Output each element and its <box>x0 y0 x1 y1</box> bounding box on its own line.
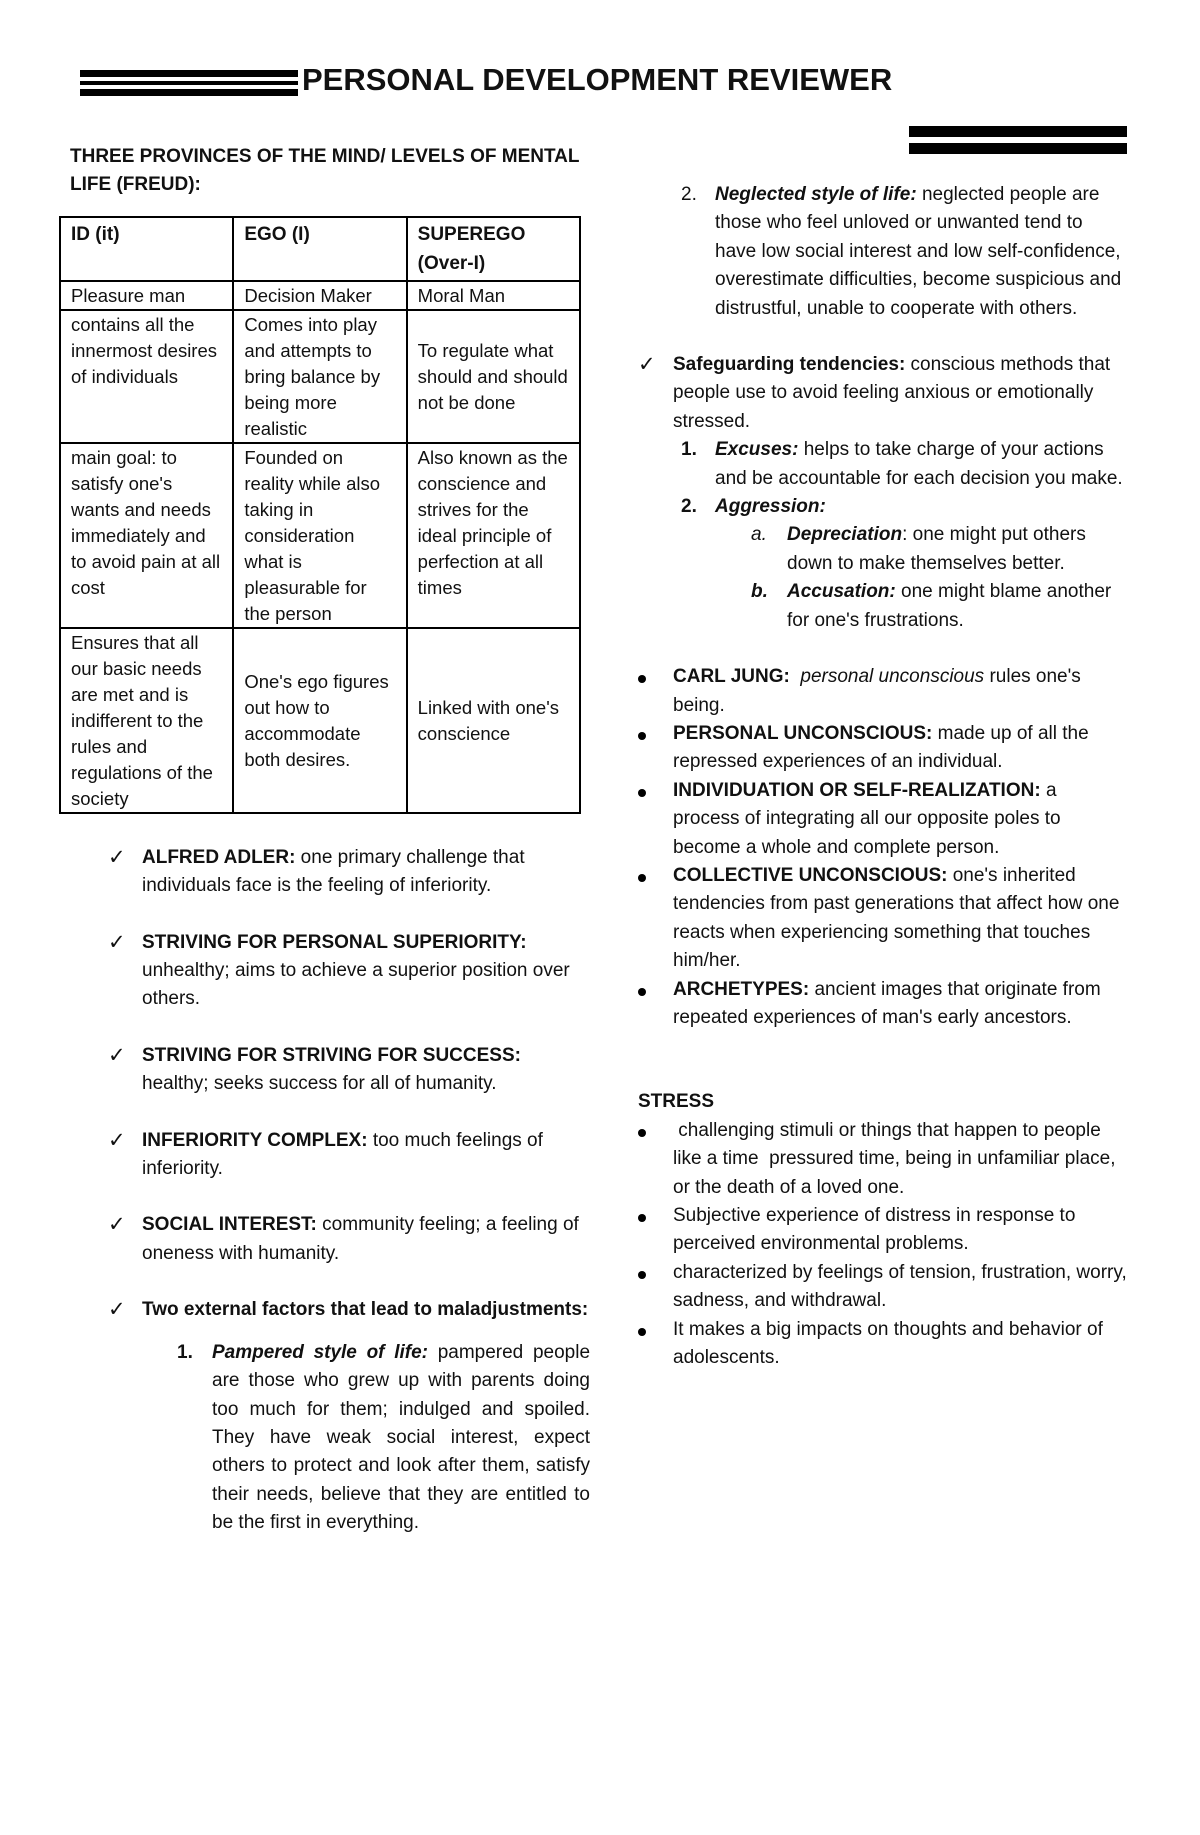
title-right-bars <box>909 126 1127 154</box>
item-text: a process of integrating all our opposite poles to become a whole and complete person. <box>673 779 1061 858</box>
bullet-icon <box>638 1214 646 1222</box>
factors-list-continued <box>575 181 1128 323</box>
list-item <box>603 1202 1128 1259</box>
list-item <box>575 436 1128 493</box>
item-term: STRIVING FOR STRIVING FOR SUCCESS: <box>142 1044 521 1066</box>
item-text: one primary challenge that individuals face is the feeling of inferiority. <box>142 846 525 897</box>
table-cell: Pleasure man <box>60 281 233 310</box>
item-text: rules one's being. <box>673 666 1081 716</box>
item-term: COLLECTIVE UNCONSCIOUS: <box>673 864 948 886</box>
list-item <box>70 1339 590 1538</box>
table-cell: Also known as the conscience and strives for the ideal principle of perfection at all times <box>407 443 580 628</box>
item-text: characterized by feelings of tension, frustration, worry, sadness, and withdrawal. <box>673 1261 1127 1312</box>
list-item <box>603 1316 1128 1373</box>
list-item <box>603 351 1128 436</box>
item-text: conscious methods that people use to avoid feeling anxious or emotionally stressed. <box>673 354 1111 432</box>
item-term: Neglected style of life: <box>715 184 917 205</box>
table-cell: Decision Maker <box>233 281 406 310</box>
table-cell: Linked with one's conscience <box>407 628 580 813</box>
checkmark-icon: ✓ <box>108 1128 126 1152</box>
item-term: ARCHETYPES: <box>673 978 810 1000</box>
bullet-icon <box>638 1328 646 1336</box>
item-number: 2. <box>681 184 697 205</box>
item-text: healthy; seeks success for all of humanity. <box>142 1073 497 1095</box>
table-cell: Comes into play and attempts to bring balance by being more realistic <box>233 310 406 443</box>
item-text: Subjective experience of distress in response to perceived environmental problems. <box>673 1205 1076 1255</box>
bullet-icon <box>638 675 646 683</box>
item-term: INFERIORITY COMPLEX: <box>142 1129 368 1151</box>
item-letter: a. <box>751 524 767 546</box>
right-column <box>638 181 1128 1372</box>
item-text: : one might put others down to make themselves better. <box>787 524 1086 574</box>
table-row <box>60 310 580 443</box>
list-item <box>575 521 1128 578</box>
bullet-icon <box>638 1129 646 1137</box>
item-term: PERSONAL UNCONSCIOUS: <box>673 722 933 744</box>
checkmark-icon: ✓ <box>108 845 126 869</box>
checkmark-icon: ✓ <box>638 353 656 377</box>
table-header-cell: SUPEREGO (Over-I) <box>407 217 580 281</box>
page-title: PERSONAL DEVELOPMENT REVIEWER <box>302 62 893 97</box>
table-cell: main goal: to satisfy one's wants and needs immediately and to avoid pain at all cost <box>60 443 233 628</box>
stress-list <box>603 1117 1128 1373</box>
item-letter: b. <box>751 581 768 603</box>
table-cell: Moral Man <box>407 281 580 310</box>
checkmark-icon: ✓ <box>108 1213 126 1237</box>
bullet-icon <box>638 1271 646 1279</box>
list-item <box>575 181 1128 323</box>
item-text: neglected people are those who feel unloved or unwanted tend to have low social interest and low self-confidence, overestimate difficulties, become suspicious and distrustful, unable to cooperate with others. <box>715 184 1122 319</box>
safeguard-list <box>603 351 1128 436</box>
safeguard-sublist <box>575 436 1128 521</box>
title-left-bars <box>80 70 298 96</box>
item-text: community feeling; a feeling of oneness with humanity. <box>142 1214 579 1264</box>
factors-heading: Two external factors that lead to maladjustments: <box>142 1299 589 1321</box>
item-text: one might blame another for one's frustrations. <box>787 581 1112 631</box>
item-italic: personal unconscious <box>800 666 985 688</box>
list-item <box>70 844 590 901</box>
item-term: Excuses: <box>715 439 799 461</box>
table-cell: To regulate what should and should not be done <box>407 310 580 443</box>
item-number: 1. <box>177 1341 193 1363</box>
freud-heading: THREE PROVINCES OF THE MIND/ LEVELS OF MENTAL LIFE (FREUD): <box>70 146 580 196</box>
factors-list <box>70 1339 590 1538</box>
list-item <box>603 663 1128 720</box>
list-item <box>575 578 1128 635</box>
table-cell: Ensures that all our basic needs are met and is indifferent to the rules and regulations of the society <box>60 628 233 813</box>
table-header-cell: EGO (I) <box>233 217 406 281</box>
item-text: It makes a big impacts on thoughts and behavior of adolescents. <box>673 1318 1103 1369</box>
bullet-icon <box>638 789 646 797</box>
item-term: INDIVIDUATION OR SELF-REALIZATION: <box>673 779 1041 801</box>
item-text: too much feelings of inferiority. <box>142 1129 543 1180</box>
checkmark-icon: ✓ <box>108 930 126 954</box>
list-item <box>70 1042 590 1099</box>
list-item <box>575 493 1128 521</box>
stress-heading: STRESS <box>638 1091 715 1113</box>
item-text: ancient images that originate from repeated experiences of man's early ancestors. <box>673 978 1101 1028</box>
item-text: unhealthy; aims to achieve a superior position over others. <box>142 960 570 1010</box>
list-item <box>603 720 1128 777</box>
item-term: CARL JUNG: <box>673 666 790 688</box>
item-term: Aggression: <box>715 496 826 518</box>
jung-list <box>603 663 1128 1032</box>
list-item <box>603 1117 1128 1202</box>
table-header-cell: ID (it) <box>60 217 233 281</box>
item-number: 1. <box>681 439 697 461</box>
list-item <box>70 929 590 1014</box>
item-text: one's inherited tendencies from past generations that affect how one reacts when experiencing something that touches him/her. <box>673 864 1120 972</box>
table-cell: Founded on reality while also taking in consideration what is pleasurable for the person <box>233 443 406 628</box>
checkmark-icon: ✓ <box>108 1043 126 1067</box>
item-text: challenging stimuli or things that happen to people like a time pressured time, being in unfamiliar place, or the death of a loved one. <box>673 1119 1121 1198</box>
item-spacer <box>790 666 801 687</box>
item-term: ALFRED ADLER: <box>142 846 296 868</box>
bullet-icon <box>638 874 646 882</box>
adler-list <box>70 844 590 1325</box>
left-column <box>70 143 590 1538</box>
list-item <box>70 1296 590 1324</box>
bullet-icon <box>638 988 646 996</box>
item-term: SOCIAL INTEREST: <box>142 1214 317 1236</box>
bullet-icon <box>638 732 646 740</box>
item-term: Accusation: <box>787 581 896 603</box>
item-term: STRIVING FOR PERSONAL SUPERIORITY: <box>142 931 527 953</box>
table-row <box>60 628 580 813</box>
list-item <box>603 777 1128 862</box>
aggression-sublist <box>575 521 1128 635</box>
list-item <box>70 1127 590 1184</box>
table-row <box>60 281 580 310</box>
table-cell: contains all the innermost desires of individuals <box>60 310 233 443</box>
list-item <box>603 1259 1128 1316</box>
item-text: made up of all the repressed experiences of an individual. <box>673 722 1089 773</box>
list-item <box>70 1211 590 1268</box>
list-item <box>603 976 1128 1033</box>
item-term: Safeguarding tendencies: <box>673 354 906 376</box>
table-cell: One's ego figures out how to accommodate both desires. <box>233 628 406 813</box>
item-term: Pampered style of life: <box>212 1341 428 1363</box>
table-header-row <box>60 217 580 281</box>
list-item <box>603 862 1128 976</box>
item-text: pampered people are those who grew up with parents doing too much for them; indulged and spoiled. They have weak social interest, expect others to protect and look after them, satisfy their needs, believe that they are entitled to be the first in everything. <box>212 1341 591 1534</box>
freud-table <box>59 216 581 814</box>
table-row <box>60 443 580 628</box>
item-term: Depreciation <box>787 524 903 546</box>
item-text: helps to take charge of your actions and be accountable for each decision you make. <box>715 439 1123 489</box>
item-number: 2. <box>681 496 697 518</box>
checkmark-icon: ✓ <box>108 1298 126 1322</box>
